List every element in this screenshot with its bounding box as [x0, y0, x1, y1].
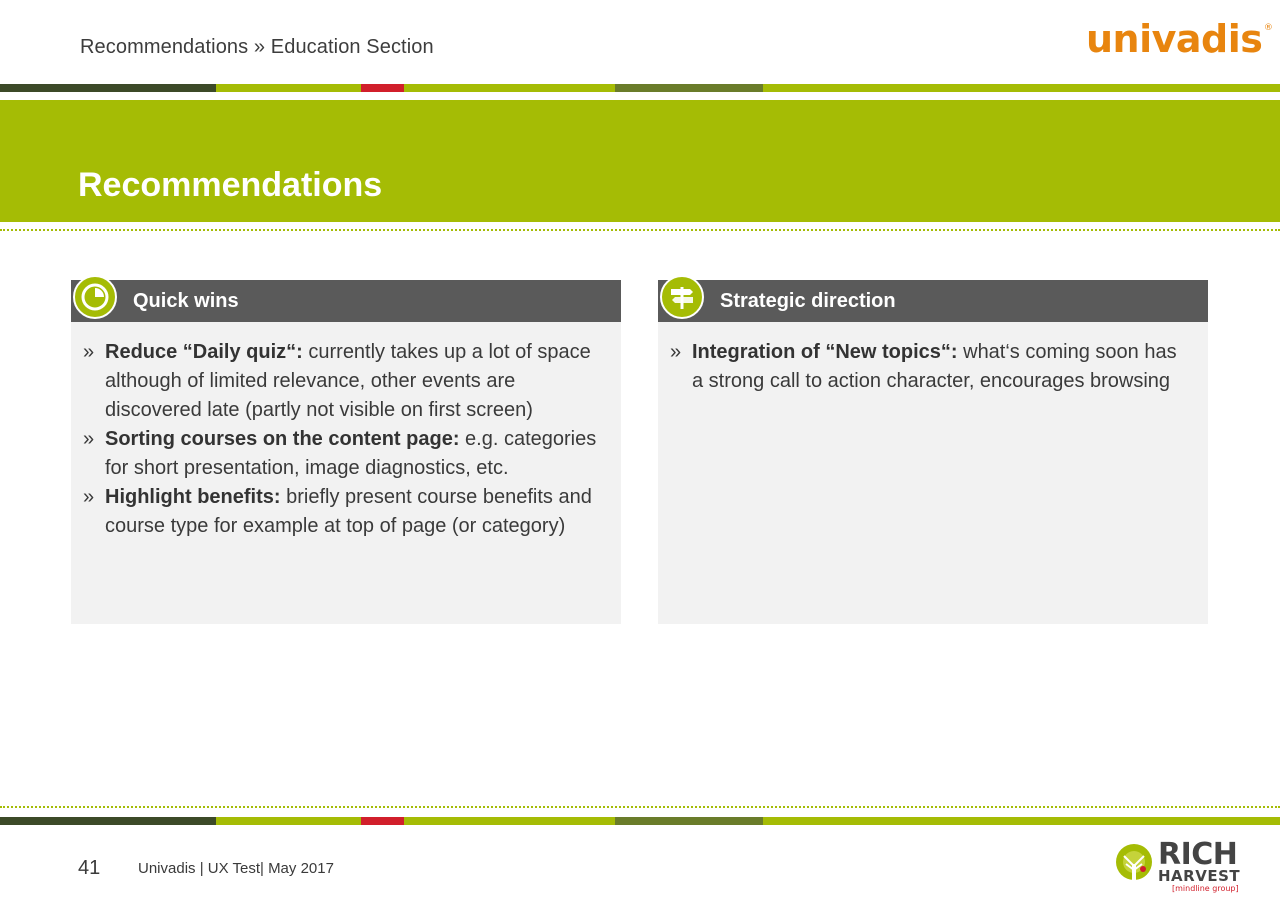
registered-mark: ®	[1263, 23, 1273, 33]
bottom-dotted-divider	[0, 806, 1280, 808]
quick-wins-title: Quick wins	[133, 290, 239, 312]
top-stripe	[0, 84, 1280, 92]
item-heading: Reduce “Daily quiz“:	[105, 341, 303, 363]
list-item	[83, 425, 601, 483]
breadcrumb: Recommendations » Education Section	[80, 36, 434, 58]
strategic-direction-title: Strategic direction	[720, 290, 896, 312]
tree-icon	[1112, 842, 1156, 888]
strategic-direction-header	[658, 280, 1208, 322]
strategic-direction-list	[658, 322, 1208, 396]
list-item	[670, 338, 1188, 396]
bottom-stripe	[0, 817, 1280, 825]
item-heading: Sorting courses on the content page:	[105, 428, 460, 450]
top-dotted-divider	[0, 229, 1280, 231]
brand-line-1: RICH	[1158, 837, 1238, 872]
brand-line-2: HARVEST	[1158, 867, 1241, 885]
brand-line-3: [mindline group]	[1172, 884, 1239, 893]
item-text: currently takes up a lot of space although of limited relevance, other events are discovered late (partly not visible on first screen)	[105, 341, 591, 421]
quick-wins-panel	[71, 280, 621, 624]
clock-icon	[73, 275, 117, 319]
strategic-direction-panel	[658, 280, 1208, 624]
rich-harvest-logo	[1112, 837, 1252, 896]
signpost-icon	[660, 275, 704, 319]
bullet-marker: »	[83, 486, 95, 508]
item-heading: Highlight benefits:	[105, 486, 281, 508]
quick-wins-header	[71, 280, 621, 322]
univadis-logo	[1086, 17, 1273, 61]
bullet-marker: »	[670, 341, 682, 363]
list-item	[83, 338, 601, 425]
item-text: e.g. categories for short presentation, image diagnostics, etc.	[105, 428, 597, 479]
bullet-marker: »	[83, 428, 95, 450]
logo-text: univadis	[1086, 17, 1263, 61]
page-title: Recommendations	[78, 166, 383, 204]
title-banner	[0, 100, 1280, 222]
item-text: briefly present course benefits and course type for example at top of page (or category)	[105, 486, 592, 537]
quick-wins-list	[71, 322, 621, 541]
bullet-marker: »	[83, 341, 95, 363]
item-text: what‘s coming soon has a strong call to action character, encourages browsing	[692, 341, 1177, 392]
footer-text: Univadis | UX Test| May 2017	[138, 860, 334, 877]
list-item	[83, 483, 601, 541]
page-number: 41	[78, 857, 101, 879]
item-heading: Integration of “New topics“:	[692, 341, 958, 363]
